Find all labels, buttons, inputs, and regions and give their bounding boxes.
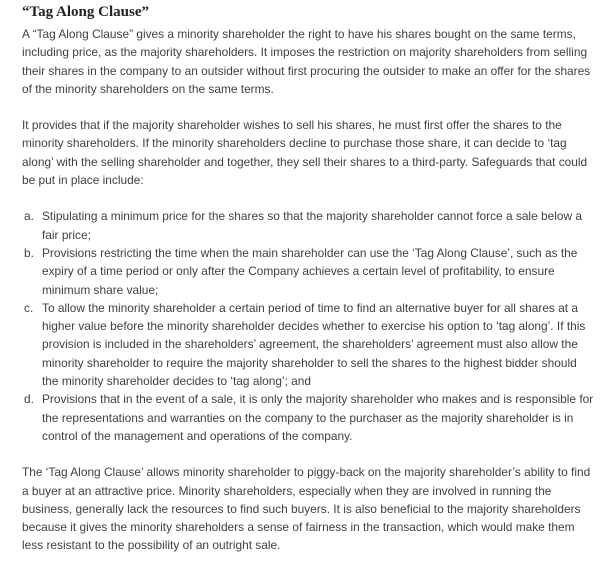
conclusion-paragraph: The ‘Tag Along Clause’ allows minority shareholder to piggy-back on the majority shareholder’s ability to find a buyer at an attractive price. Minority shareholders, especially when they are involved in running the business, generally lack the resources to find such buyers. It is also beneficial to the majority shareholders because it gives the minority shareholders a sense of fairness in the transaction, which would make them less resistant to the possibility of an outright sale. xyxy=(22,465,591,553)
list-marker: d. xyxy=(24,392,34,407)
safeguard-item-d xyxy=(22,390,594,445)
article-heading: “Tag Along Clause” xyxy=(22,4,149,20)
list-item-text: Stipulating a minimum price for the shares so that the majority shareholder cannot force a sale below a fair price; xyxy=(42,209,582,242)
provision-paragraph: It provides that if the majority shareholder wishes to sell his shares, he must first offer the shares to the minority shareholders. If the minority shareholders decline to purchase those share, it can decide to ‘tag along’ with the selling shareholder and together, they sell their shares to a third-party. Safeguards that could be put in place include: xyxy=(22,118,588,188)
safeguard-item-b xyxy=(22,244,594,299)
list-item-text: To allow the minority shareholder a certain period of time to find an alternative buyer for all shares at a higher value before the minority shareholder decides whether to exercise his option to ‘tag along’. If this provision is included in the shareholders’ agreement, the shareholders’ agreement must also allow the minority shareholder to require the majority shareholder to sell the shares to the highest bidder should the minority shareholder decides to ‘tag along’; and xyxy=(42,300,586,389)
intro-paragraph: A “Tag Along Clause” gives a minority shareholder the right to have his shares bought on the same terms, including price, as the majority shareholders. It imposes the restriction on majority shareholders from selling their shares in the company to an outsider without first procuring the outsider to make an offer for the shares of the minority shareholders on the same terms. xyxy=(22,27,591,96)
safeguards-list xyxy=(22,207,594,445)
safeguard-item-c xyxy=(22,299,594,390)
list-item-text: Provisions that in the event of a sale, it is only the majority shareholder who makes and is responsible for the representations and warranties on the company to the purchaser as the majority shareholder is in control of the management and operations of the company. xyxy=(42,392,594,443)
list-marker: a. xyxy=(24,209,34,224)
list-item-text: Provisions restricting the time when the main shareholder can use the ‘Tag Along Clause’, such as the expiry of a time period or only after the Company achieves a certain level of profitability, to ensure minimum share value; xyxy=(42,245,578,297)
safeguard-item-a xyxy=(22,207,594,244)
article xyxy=(22,0,594,555)
list-marker: c. xyxy=(24,300,34,315)
list-marker: b. xyxy=(24,245,34,260)
